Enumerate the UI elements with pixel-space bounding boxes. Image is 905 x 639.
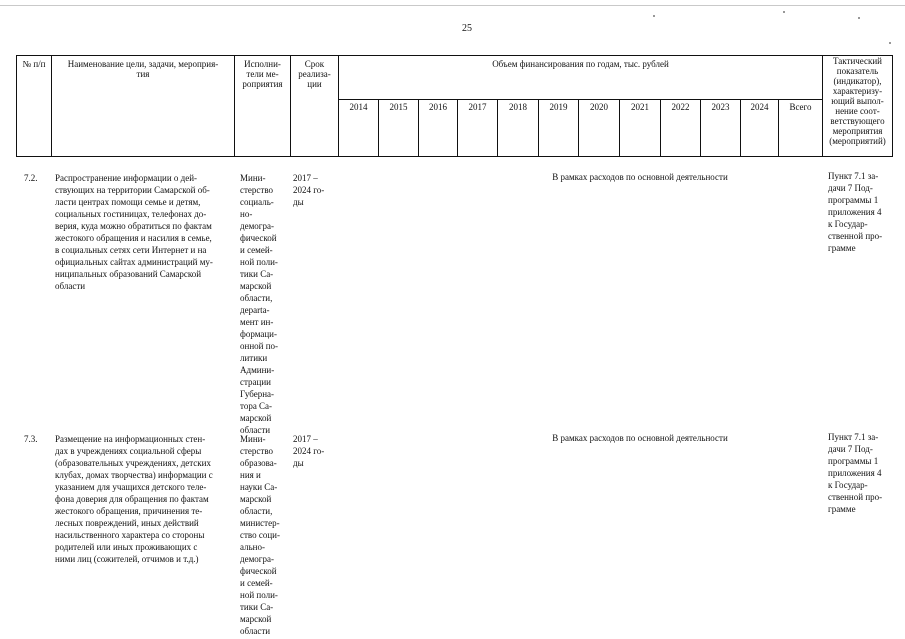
scan-speck — [889, 42, 891, 44]
header-executors: Исполни- тели ме- роприятия — [242, 59, 283, 89]
row-executor: Мини- стерство образова- ния и науки Са- марской области, министер- ство соци- ально- демогра- фической и семей- ной поли- тики Са- марской области — [240, 434, 280, 636]
year-header: 2018 — [509, 102, 527, 112]
col-line — [16, 55, 17, 157]
year-header: 2015 — [389, 102, 408, 112]
scan-speck — [858, 17, 860, 19]
row-financing-note: В рамках расходов по основной деятельности — [552, 433, 728, 443]
row-number: 7.2. — [24, 173, 38, 183]
year-header: 2016 — [429, 102, 447, 112]
row-name: Распространение информации о дей- ствующих на территории Самарской об- ласти центрах помощи семье и детям, социальных гостиницах, телефонах до- верия, куда можно обратиться по фактам жестокого обращения и насилия в семье, в социальных сетях сети Интернет и на официальных сайтах администраций му- ниципальных образований Самарской области — [55, 173, 213, 291]
row-financing-note: В рамках расходов по основной деятельности — [552, 172, 728, 182]
col-line — [892, 55, 893, 157]
year-header: 2019 — [549, 102, 568, 112]
page-number: 25 — [462, 23, 472, 34]
header-name: Наименование цели, задачи, мероприя- тия — [67, 59, 219, 79]
year-header: 2023 — [711, 102, 730, 112]
header-top-border — [16, 55, 893, 56]
scan-speck — [783, 11, 785, 13]
row-name: Размещение на информационных стен- дах в учреждениях социальной сферы (образовательных учреждениях, детских клубах, домах творчества) информации с указанием для учащихся детского теле- фона доверия для обращения по фактам жестокого обращения, причинения те- лесных повреждений, иных действий насильственного характера со стороны родителей или иных проживающих с ними лиц (сожителей, отчимов и т.д.) — [55, 434, 213, 564]
row-term: 2017 – 2024 го- ды — [293, 434, 325, 468]
header-bottom-border — [16, 156, 893, 157]
year-header: 2014 — [349, 102, 368, 112]
header-no: № п/п — [22, 59, 46, 69]
row-executor: Мини- стерство социаль- но- демогра- фической и семей- ной поли- тики Са- марской области, деparta- мент ин- формаци- онной по- литики Админи- страции Губерна- тора Са- марской области — [240, 173, 279, 435]
scan-speck — [653, 15, 655, 17]
row-indicator: Пункт 7.1 за- дачи 7 Под- программы 1 приложения 4 к Государ- ственной про- грамме — [828, 432, 883, 514]
table-header — [16, 55, 893, 157]
header-financing: Объем финансирования по годам, тыс. рублей — [492, 59, 669, 69]
year-header: 2017 — [468, 102, 487, 112]
year-header: 2021 — [631, 102, 649, 112]
header-term: Срок реализа- ции — [298, 59, 331, 89]
year-header: 2022 — [671, 102, 690, 112]
header-indicator: Тактический показатель (индикатор), характеризу- ющий выпол- нение соот- ветствующего мероприятия (мероприятий) — [829, 56, 886, 146]
row-term: 2017 – 2024 го- ды — [293, 173, 325, 207]
year-header: 2020 — [590, 102, 608, 112]
year-header: Всего — [789, 102, 812, 112]
row-indicator: Пункт 7.1 за- дачи 7 Под- программы 1 приложения 4 к Государ- ственной про- грамме — [828, 171, 883, 253]
scan-top-edge — [0, 5, 905, 6]
years-divider — [338, 99, 822, 100]
row-number: 7.3. — [24, 434, 38, 444]
year-header: 2024 — [750, 102, 769, 112]
